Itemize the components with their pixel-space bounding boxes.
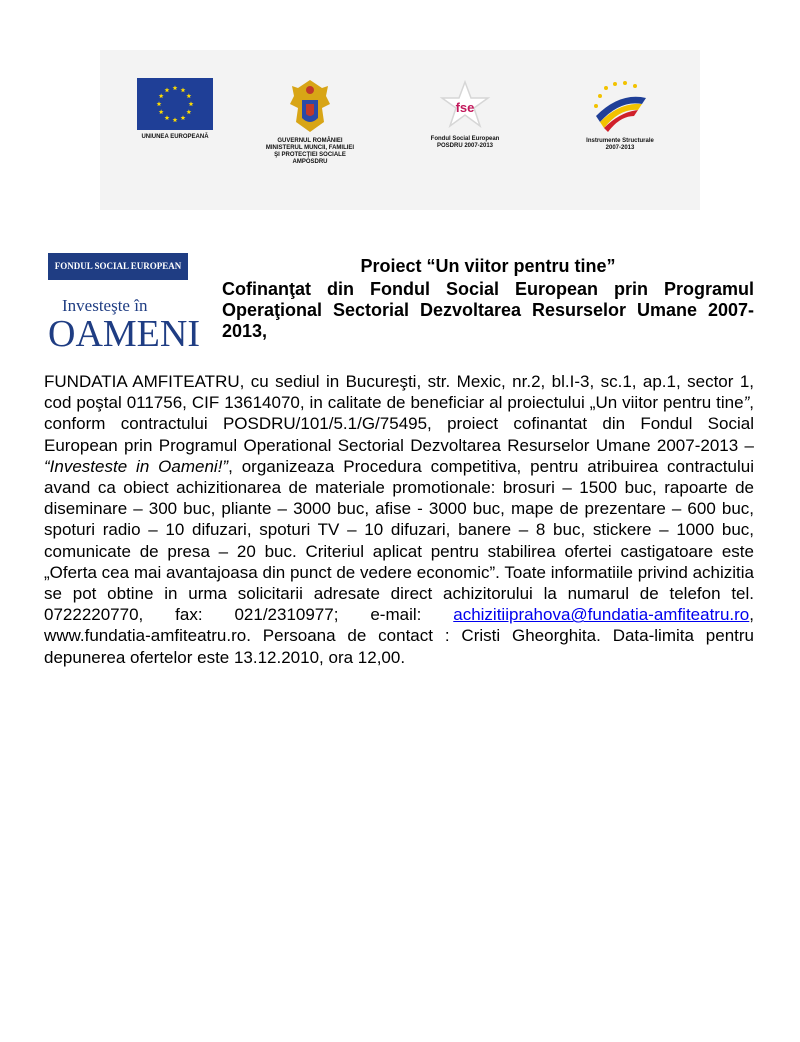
project-title: Proiect “Un viitor pentru tine”	[360, 256, 616, 276]
oameni-text: OAMENI	[48, 313, 200, 355]
organization-name: FUNDATIA AMFITEATRU	[44, 372, 240, 391]
fse-logo-caption: Fondul Social European POSDRU 2007-2013	[430, 136, 500, 149]
fse-logo	[400, 78, 530, 150]
project-cofinancing-subtitle: Cofinanţat din Fondul Social European prin Programul Operaţional Sectorial Dezvoltarea Resurselor Umane 2007- 2013,	[222, 279, 754, 341]
eu-logo	[110, 78, 240, 141]
government-logo	[245, 78, 375, 166]
partner-logos-strip	[100, 50, 700, 210]
quote-end: ”	[743, 393, 750, 413]
structural-instruments-caption: Instrumente Structurale 2007-2013	[586, 138, 654, 151]
paragraph-part-1: , cu sediul in Bucureşti, str. Mexic, nr.2, bl.I-3, sc.1, ap.1, sector 1, cod poştal 011756, CIF 13614070, in calitate de beneficiar al proiectului „Un viitor pentru tine	[44, 372, 754, 413]
eu-flag-icon	[137, 78, 213, 130]
structural-instruments-icon	[590, 78, 650, 134]
eu-logo-caption: UNIUNEA EUROPEANĂ	[141, 134, 209, 140]
announcement-paragraph	[44, 371, 754, 668]
investeste-text: Investeşte în	[62, 296, 148, 315]
government-logo-caption: GUVERNUL ROMÂNIEI MINISTERUL MUNCII, FAMILIEI ŞI PROTECŢIEI SOCIALE AMPOSDRU	[265, 138, 355, 165]
fse-mark-text: fse	[455, 100, 475, 115]
paragraph-part-3: , organizeaza Procedura competitiva, pentru atribuirea contractului avand ca obiect achizitionarea de materiale promotionale: brosuri – 1500 buc, rapoarte de diseminare – 300 buc, pliante – 3000 buc, afise - 3000 buc, mape de prezentare – 600 buc, spoturi radio – 10 difuzari, spoturi TV – 10 difuzari, banere – 8 buc, stickere – 1000 buc, comunicate de presa – 20 buc. Criteriul aplicat pentru stabilirea ofertei castigatoare este „Oferta cea mai avantajoasa din punct de vedere economic”. Toate informatiile privind achizitia se pot obtine in urma solicitarii adresate direct achizitorului la numarul de telefon tel. 0722220770, fax: 021/2310977; e-mail:	[44, 456, 754, 625]
coat-of-arms-icon	[288, 78, 332, 134]
email-link[interactable]: achizitiiprahova@fundatia-amfiteatru.ro	[453, 605, 750, 625]
structural-instruments-logo	[555, 78, 685, 152]
paragraph-part-2: , conform contractului POSDRU/101/5.1/G/75495, proiect cofinantat din Fondul Social European prin Programul Operational Sectorial Dezvoltarea Resurselor Umane 2007-2013 –	[44, 393, 754, 455]
paragraph-part-4: , www.fundatia-amfiteatru.ro. Persoana de contact : Cristi Gheorghita. Data-limita pentru depunerea ofertelor este 13.12.2010, ora 12,00.	[44, 605, 754, 667]
program-slogan: “Investeste in Oameni!”	[44, 456, 229, 476]
fse-banner: FONDUL SOCIAL EUROPEAN	[48, 253, 188, 280]
investeste-in-oameni-logo	[48, 296, 202, 355]
fse-star-icon	[438, 78, 492, 132]
